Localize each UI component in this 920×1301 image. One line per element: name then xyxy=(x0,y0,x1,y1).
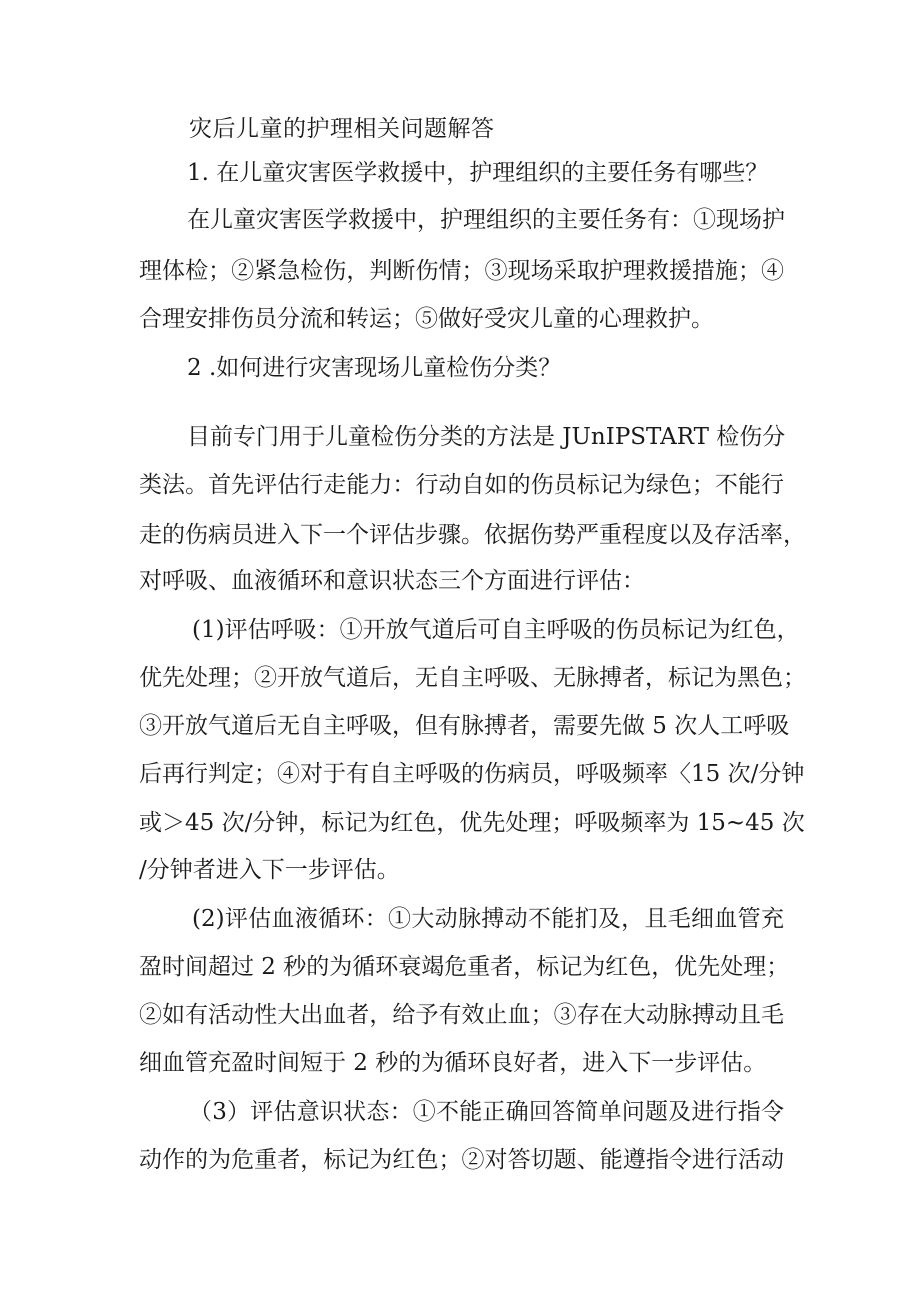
circulation-line-4: 细血管充盈时间短于 2 秒的为循环良好者，进入下一步评估。 xyxy=(139,1050,767,1076)
circulation-line-1: (2)评估血液循环：①大动脉搏动不能扪及，且毛细血管充 xyxy=(192,906,784,932)
answer-2-line-3: 走的伤病员进入下一个评估步骤。依据伤势严重程度以及存活率， xyxy=(139,522,806,548)
answer-1-line-3: 合理安排伤员分流和转运；⑤做好受灾儿童的心理救护。 xyxy=(139,306,714,332)
question-1: 1. 在儿童灾害医学救援中，护理组织的主要任务有哪些？ xyxy=(187,160,769,186)
circulation-line-2: 盈时间超过 2 秒的为循环衰竭危重者，标记为红色，优先处理； xyxy=(139,954,790,980)
breathing-line-1: (1)评估呼吸：①开放气道后可自主呼吸的伤员标记为红色， xyxy=(192,617,800,643)
breathing-line-3: ③开放气道后无自主呼吸，但有脉搏者，需要先做 5 次人工呼吸 xyxy=(139,713,790,739)
answer-2-line-4: 对呼吸、血液循环和意识状态三个方面进行评估： xyxy=(139,568,645,594)
consciousness-line-1: （3）评估意识状态：①不能正确回答简单问题及进行指令 xyxy=(189,1099,784,1125)
consciousness-line-2: 动作的为危重者，标记为红色；②对答切题、能遵指令进行活动 xyxy=(139,1147,784,1173)
breathing-line-6: /分钟者进入下一步评估。 xyxy=(139,857,400,883)
breathing-line-4: 后再行判定；④对于有自主呼吸的伤病员，呼吸频率〈15 次/分钟 xyxy=(139,761,805,787)
answer-2-line-2: 类法。首先评估行走能力：行动自如的伤员标记为绿色；不能行 xyxy=(139,472,784,498)
document-title: 灾后儿童的护理相关问题解答 xyxy=(189,116,495,142)
answer-1-line-2: 理体检；②紧急检伤，判断伤情；③现场采取护理救援措施；④ xyxy=(139,258,784,284)
question-2: 2 .如何进行灾害现场儿童检伤分类？ xyxy=(187,355,562,381)
answer-1-line-1: 在儿童灾害医学救援中，护理组织的主要任务有：①现场护 xyxy=(187,207,785,233)
circulation-line-3: ②如有活动性大出血者，给予有效止血；③存在大动脉搏动且毛 xyxy=(139,1002,784,1028)
answer-2-line-1: 目前专门用于儿童检伤分类的方法是 JUnIPSTART 检伤分 xyxy=(187,424,786,450)
breathing-line-2: 优先处理；②开放气道后，无自主呼吸、无脉搏者，标记为黑色； xyxy=(139,665,806,691)
breathing-line-5: 或＞45 次/分钟，标记为红色，优先处理；呼吸频率为 15~45 次 xyxy=(139,810,805,836)
